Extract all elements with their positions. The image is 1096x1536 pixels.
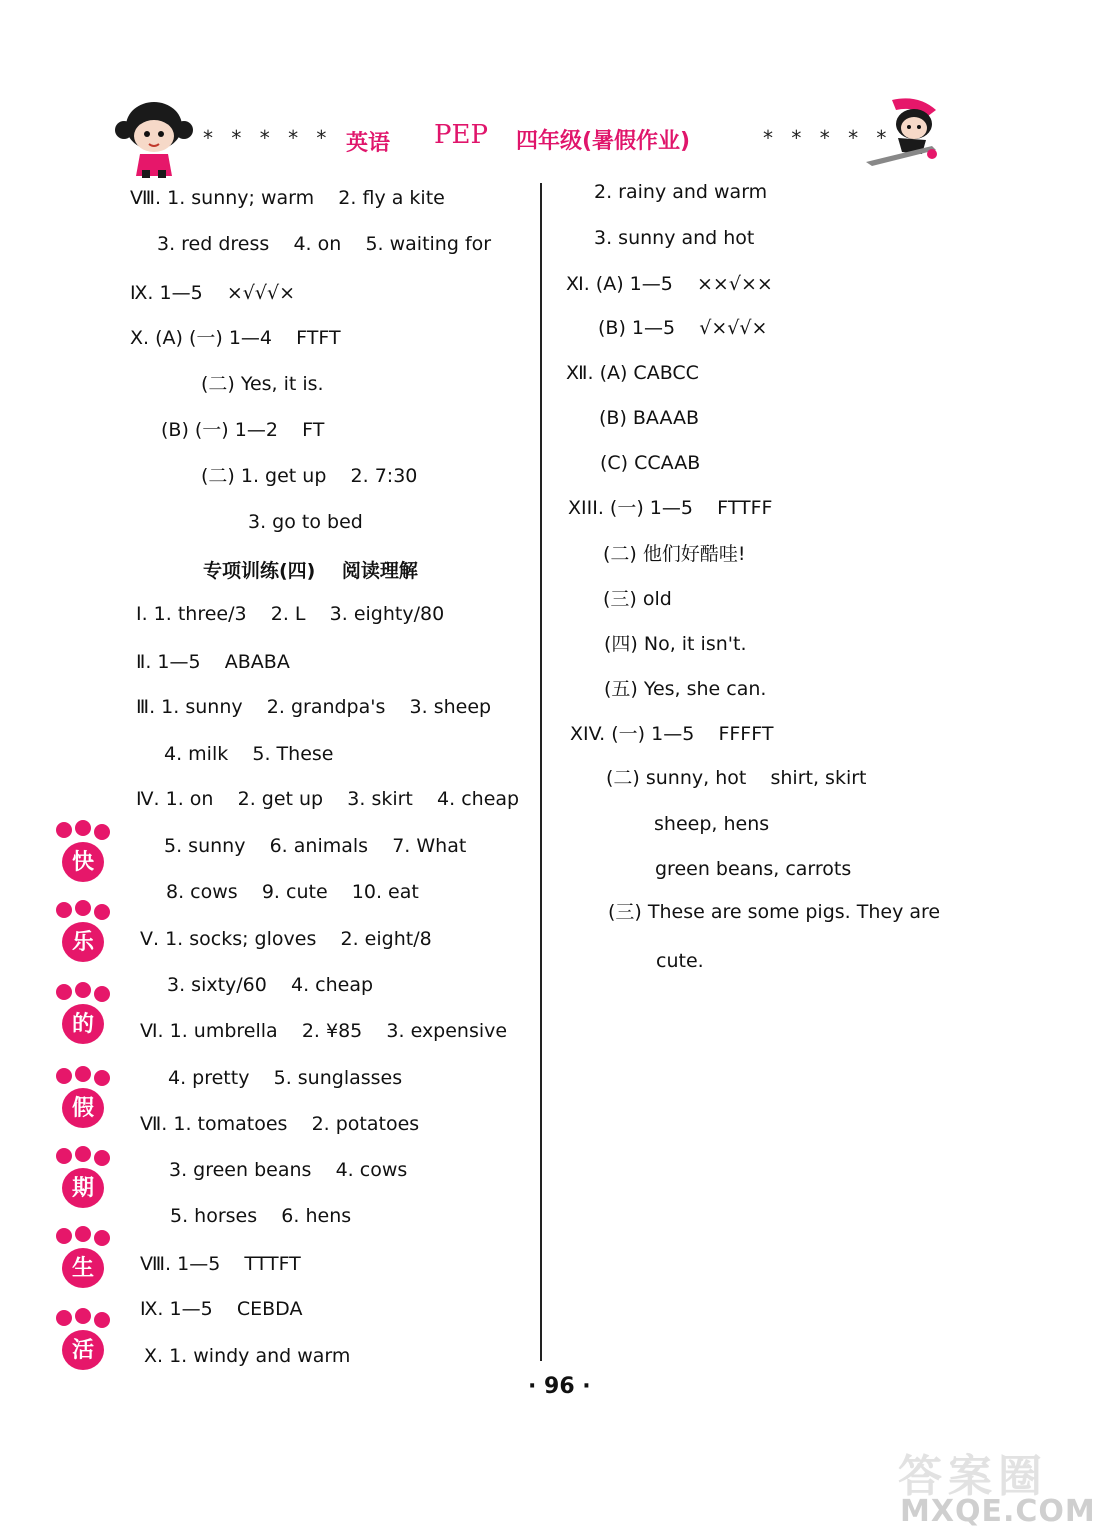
- paw-print-icon: [54, 820, 116, 882]
- answer-line: Ⅹ. 1. windy and warm: [144, 1345, 351, 1367]
- girl-cartoon-icon: [116, 98, 192, 180]
- paw-character: 生: [71, 1256, 94, 1281]
- answer-line: 3. go to bed: [248, 511, 363, 533]
- answer-line: Ⅶ. 1. tomatoes 2. potatoes: [140, 1113, 420, 1135]
- answer-line: green beans, carrots: [655, 858, 852, 880]
- answer-line: Ⅹ. (A) (一) 1—4 FTFT: [130, 327, 341, 349]
- answer-line: Ⅺ. (A) 1—5 ××√××: [566, 273, 773, 295]
- answer-line: 3. sunny and hot: [594, 227, 755, 249]
- paw-print-icon: [54, 900, 116, 962]
- page-header: [0, 96, 1068, 186]
- answer-line: 3. green beans 4. cows: [169, 1159, 408, 1181]
- answer-line: Ⅱ. 1—5 ABABA: [136, 651, 290, 673]
- answer-line: Ⅴ. 1. socks; gloves 2. eight/8: [140, 928, 432, 950]
- answer-line: Ⅲ. 1. sunny 2. grandpa's 3. sheep: [136, 696, 492, 718]
- section-title: 专项训练(四) 阅读理解: [203, 560, 418, 582]
- stars-left: * * * * *: [203, 126, 333, 150]
- grade-label: 四年级(暑假作业): [516, 129, 691, 154]
- answer-line: cute.: [656, 950, 704, 972]
- answer-line: (三) old: [603, 588, 672, 610]
- answer-line: Ⅸ. 1—5 ×√√√×: [130, 282, 296, 304]
- answer-line: 4. milk 5. These: [164, 743, 334, 765]
- answer-line: (三) These are some pigs. They are: [608, 901, 941, 923]
- answer-line: Ⅵ. 1. umbrella 2. ¥85 3. expensive: [140, 1020, 508, 1042]
- answer-line: Ⅻ. (A) CABCC: [566, 362, 699, 384]
- answer-line: 3. sixty/60 4. cheap: [167, 974, 374, 996]
- answer-line: (五) Yes, she can.: [604, 678, 767, 700]
- paw-character: 活: [71, 1338, 94, 1363]
- answer-line: (二) Yes, it is.: [201, 373, 324, 395]
- answer-line: (B) (一) 1—2 FT: [161, 419, 325, 441]
- boy-cartoon-icon: [862, 96, 946, 166]
- answer-line: Ⅷ. 1—5 TTTFT: [140, 1253, 301, 1275]
- paw-character: 假: [71, 1096, 94, 1121]
- answer-line: 3. red dress 4. on 5. waiting for: [157, 233, 492, 255]
- answer-line: Ⅰ. 1. three/3 2. L 3. eighty/80: [136, 603, 445, 625]
- paw-print-icon: [54, 1226, 116, 1288]
- answer-line: 4. pretty 5. sunglasses: [168, 1067, 403, 1089]
- paw-character: 期: [71, 1176, 94, 1201]
- paw-print-icon: [54, 982, 116, 1044]
- answer-line: sheep, hens: [654, 813, 770, 835]
- answer-line: (B) BAAAB: [599, 407, 700, 429]
- paw-character: 的: [71, 1012, 94, 1037]
- answer-line: Ⅷ. 1. sunny; warm 2. fly a kite: [130, 187, 445, 209]
- answer-line: Ⅳ. 1. on 2. get up 3. skirt 4. cheap: [136, 788, 520, 810]
- answer-line: 8. cows 9. cute 10. eat: [166, 881, 419, 903]
- paw-print-icon: [54, 1066, 116, 1128]
- answer-line: 5. horses 6. hens: [170, 1205, 352, 1227]
- column-divider: [540, 183, 542, 1361]
- watermark-bottom-text: MXQE.COM: [900, 1494, 1096, 1529]
- answer-line: 2. rainy and warm: [594, 181, 768, 203]
- paw-character: 乐: [71, 930, 94, 955]
- page-number: · 96 ·: [528, 1374, 591, 1399]
- answer-line: (B) 1—5 √×√√×: [598, 317, 768, 339]
- edition-label: PEP: [434, 120, 488, 150]
- answer-line: 5. sunny 6. animals 7. What: [164, 835, 467, 857]
- paw-print-icon: [54, 1146, 116, 1208]
- answer-line: Ⅸ. 1—5 CEBDA: [140, 1298, 303, 1320]
- answer-line: XIII. (一) 1—5 FTTFF: [568, 497, 773, 519]
- answer-line: (四) No, it isn't.: [604, 633, 747, 655]
- paw-print-icon: [54, 1308, 116, 1370]
- answer-line: (二) 1. get up 2. 7:30: [201, 465, 418, 487]
- watermark-top-text: 答案圈: [898, 1451, 1048, 1502]
- stars-right: * * * * *: [763, 126, 893, 150]
- subject-label: 英语: [346, 131, 391, 156]
- answer-line: (二) 他们好酷哇!: [603, 543, 746, 565]
- answer-line: (二) sunny, hot shirt, skirt: [606, 767, 867, 789]
- answer-line: (C) CCAAB: [600, 452, 701, 474]
- answer-line: XIV. (一) 1—5 FFFFT: [570, 723, 774, 745]
- paw-character: 快: [71, 850, 94, 875]
